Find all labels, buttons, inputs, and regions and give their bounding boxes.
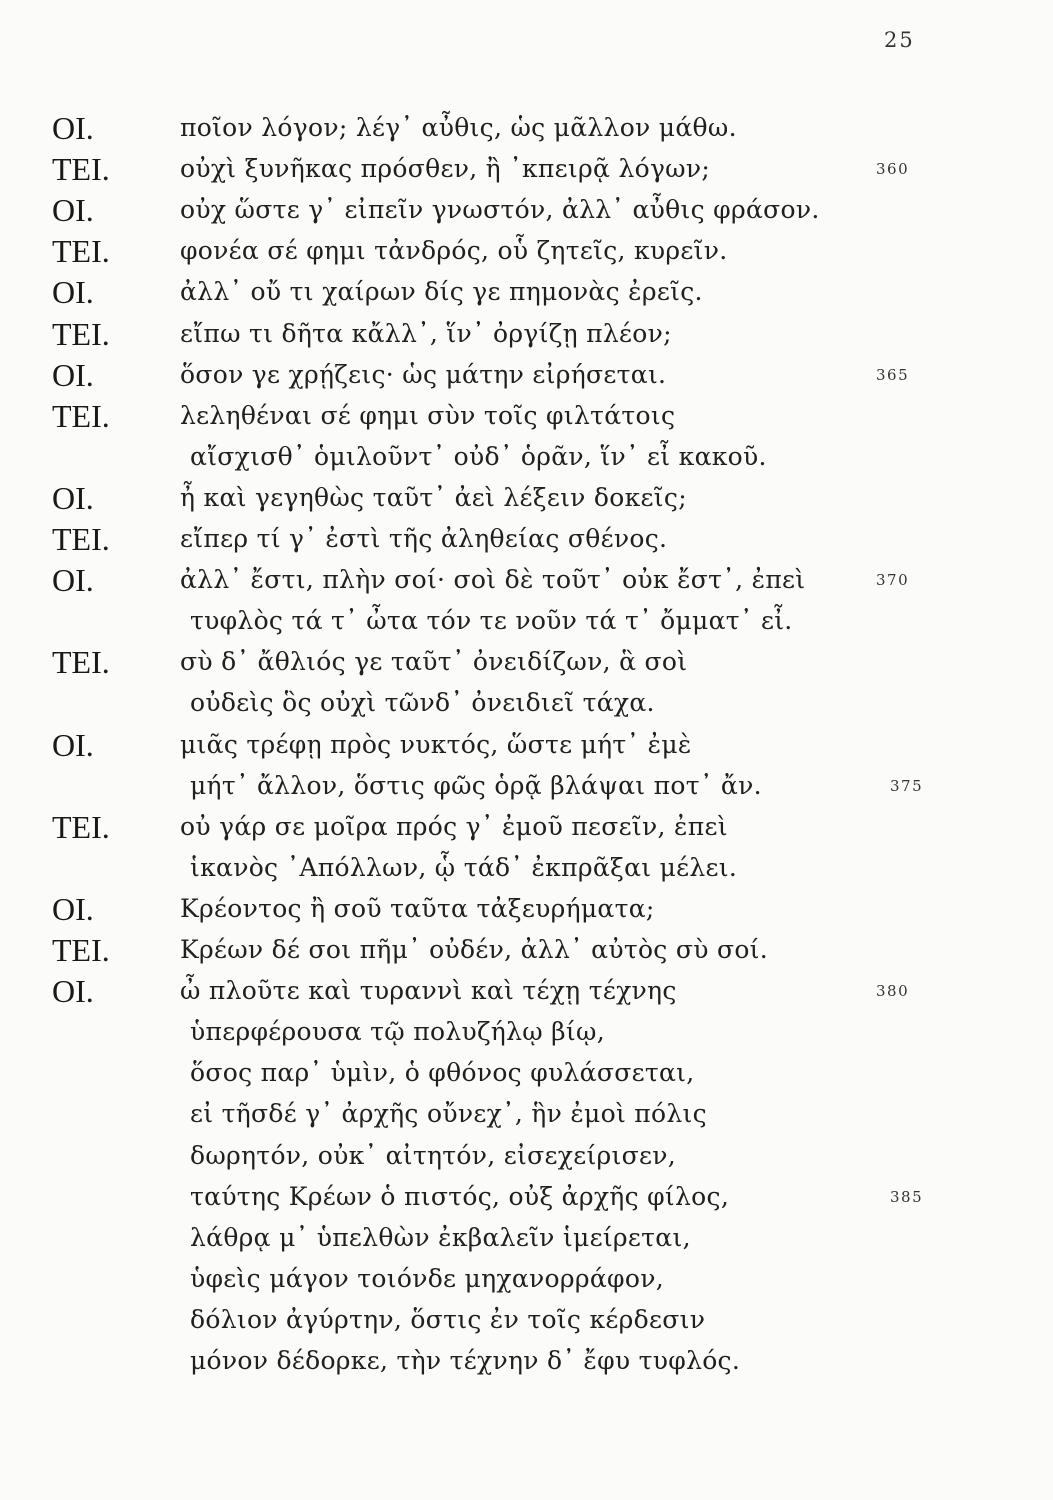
verse-text-line: μιᾶς τρέφῃ πρὸς νυκτός, ὥστε μήτ᾽ ἐμὲ [180, 729, 692, 759]
speaker-label: TEI. [52, 151, 110, 188]
verse-text-line: ὦ πλοῦτε καὶ τυραννὶ καὶ τέχῃ τέχνης [180, 976, 677, 1006]
verse-line [0, 928, 1053, 972]
verse-text-line: εἴπω τι δῆτα κἄλλ᾽, ἵν᾽ ὀργίζῃ πλέον; [180, 318, 672, 348]
verse-text-line: ὅσον γε χρῄζεις· ὡς μάτην εἰρήσεται. [180, 359, 667, 389]
verse-line [0, 394, 1053, 438]
verse-line [0, 147, 1053, 191]
speaker-label: TEI. [52, 644, 110, 681]
speaker-label: OI. [52, 562, 94, 599]
speaker-label: OI. [52, 356, 94, 393]
verse-line [0, 353, 1053, 397]
verse-text-line: ποῖον λόγον; λέγ᾽ αὖθις, ὡς μᾶλλον μάθω. [180, 113, 737, 142]
verse-line [0, 681, 1053, 725]
verse-text-line: ἀλλ᾽ οὔ τι χαίρων δίς γε πημονὰς ἐρεῖς. [180, 277, 703, 307]
verse-text-line: εἰ τῆσδέ γ᾽ ἀρχῆς οὔνεχ᾽, ἣν ἐμοὶ πόλις [190, 1099, 707, 1129]
speaker-label: TEI. [52, 315, 110, 352]
speaker-label: TEI. [52, 521, 110, 557]
verse-line [0, 1175, 1053, 1219]
verse-line [0, 599, 1053, 643]
verse-line [0, 1339, 1053, 1383]
verse-text-line: ἀλλ᾽ ἔστι, πλὴν σοί· σοὶ δὲ τοῦτ᾽ οὐκ ἔστ᾽, ἐπεὶ [180, 565, 806, 595]
line-number: 380 [876, 982, 910, 1001]
verse-text-line: οὐχὶ ξυνῆκας πρόσθεν, ἢ ᾽κπειρᾷ λόγων; [180, 154, 711, 184]
verse-line [0, 106, 1053, 150]
verse-line [0, 435, 1053, 479]
verse-text-line: μόνον δέδορκε, τὴν τέχνην δ᾽ ἔφυ τυφλός. [190, 1346, 741, 1375]
verse-line [0, 1134, 1053, 1178]
verse-text-line: οὐδεὶς ὃς οὐχὶ τῶνδ᾽ ὀνειδιεῖ τάχα. [190, 688, 655, 718]
verse-text-line: ὅσος παρ᾽ ὑμὶν, ὁ φθόνος φυλάσσεται, [190, 1058, 695, 1088]
verse-line [0, 887, 1053, 931]
verse-line [0, 640, 1053, 684]
verse-text-line: τυφλὸς τά τ᾽ ὦτα τόν τε νοῦν τά τ᾽ ὄμματ᾽ εἶ. [190, 606, 793, 636]
page-number: 25 [884, 28, 915, 52]
verse-line [0, 764, 1053, 808]
speaker-label: OI. [52, 973, 94, 1010]
speaker-label: OI. [52, 726, 94, 763]
speaker-label: OI. [52, 192, 94, 229]
verse-text-line: αἴσχισθ᾽ ὁμιλοῦντ᾽ οὐδ᾽ ὁρᾶν, ἵν᾽ εἶ κακοῦ. [190, 441, 767, 471]
verse-line [0, 805, 1053, 849]
verse-text-line: οὐχ ὥστε γ᾽ εἰπεῖν γνωστόν, ἀλλ᾽ αὖθις φράσον. [180, 195, 820, 225]
verse-text-line: Κρέων δέ σοι πῆμ᾽ οὐδέν, ἀλλ᾽ αὐτὸς σὺ σοί. [180, 935, 769, 964]
line-number: 360 [876, 160, 910, 179]
speaker-label: TEI. [52, 932, 110, 968]
verse-line [0, 270, 1053, 314]
verse-text-line: μήτ᾽ ἄλλον, ὅστις φῶς ὁρᾷ βλάψαι ποτ᾽ ἄν. [190, 770, 762, 800]
line-number: 385 [890, 1187, 924, 1206]
verse-line [0, 229, 1053, 273]
verse-line [0, 969, 1053, 1013]
line-number: 370 [876, 571, 910, 590]
speaker-label: OI. [52, 890, 94, 927]
verse-text-line: φονέα σέ φημι τἀνδρός, οὗ ζητεῖς, κυρεῖν. [180, 236, 728, 266]
verse-text-line: δόλιον ἀγύρτην, ὅστις ἐν τοῖς κέρδεσιν [190, 1304, 706, 1334]
speaker-label: TEI. [52, 233, 110, 270]
verse-text-line: ὑφεὶς μάγον τοιόνδε μηχανορράφον, [190, 1263, 664, 1293]
verse-line [0, 1216, 1053, 1260]
verse-text-line: εἴπερ τί γ᾽ ἐστὶ τῆς ἀληθείας σθένος. [180, 524, 668, 553]
speaker-label: TEI. [52, 808, 110, 845]
verse-text-line: δωρητόν, οὐκ᾽ αἰτητόν, εἰσεχείρισεν, [190, 1140, 677, 1170]
verse-line [0, 517, 1053, 561]
verse-text-line: Κρέοντος ἢ σοῦ ταῦτα τἀξευρήματα; [180, 893, 655, 923]
verse-text-line: λεληθέναι σέ φημι σὺν τοῖς φιλτάτοις [180, 400, 676, 430]
verse-line [0, 476, 1053, 520]
verse-line [0, 558, 1053, 602]
verse-text-line: ταύτης Κρέων ὁ πιστός, οὐξ ἀρχῆς φίλος, [190, 1181, 730, 1211]
verse-line [0, 1257, 1053, 1301]
verse-line [0, 1092, 1053, 1136]
line-number: 365 [876, 365, 910, 384]
verse-line [0, 1010, 1053, 1054]
verse-text-line: ἦ καὶ γεγηθὼς ταῦτ᾽ ἀεὶ λέξειν δοκεῖς; [180, 482, 687, 512]
verse-line [0, 846, 1053, 890]
verse-line [0, 312, 1053, 356]
speaker-label: OI. [52, 110, 94, 146]
line-number: 375 [890, 776, 924, 795]
speaker-label: TEI. [52, 397, 110, 434]
verse-line [0, 723, 1053, 767]
speaker-label: OI. [52, 274, 94, 311]
verse-line [0, 188, 1053, 232]
verse-text-line: ὑπερφέρουσα τῷ πολυζήλῳ βίῳ, [190, 1017, 605, 1047]
speaker-label: OI. [52, 479, 94, 516]
verse-text-line: οὐ γάρ σε μοῖρα πρός γ᾽ ἐμοῦ πεσεῖν, ἐπεὶ [180, 811, 728, 841]
verse-line [0, 1051, 1053, 1095]
verse-line [0, 1298, 1053, 1342]
verse-text-line: ἱκανὸς ᾽Απόλλων, ᾧ τάδ᾽ ἐκπρᾶξαι μέλει. [190, 852, 738, 882]
verse-text-line: λάθρᾳ μ᾽ ὑπελθὼν ἐκβαλεῖν ἱμείρεται, [190, 1222, 691, 1252]
verse-text-line: σὺ δ᾽ ἄθλιός γε ταῦτ᾽ ὀνειδίζων, ἃ σοὶ [180, 647, 688, 677]
